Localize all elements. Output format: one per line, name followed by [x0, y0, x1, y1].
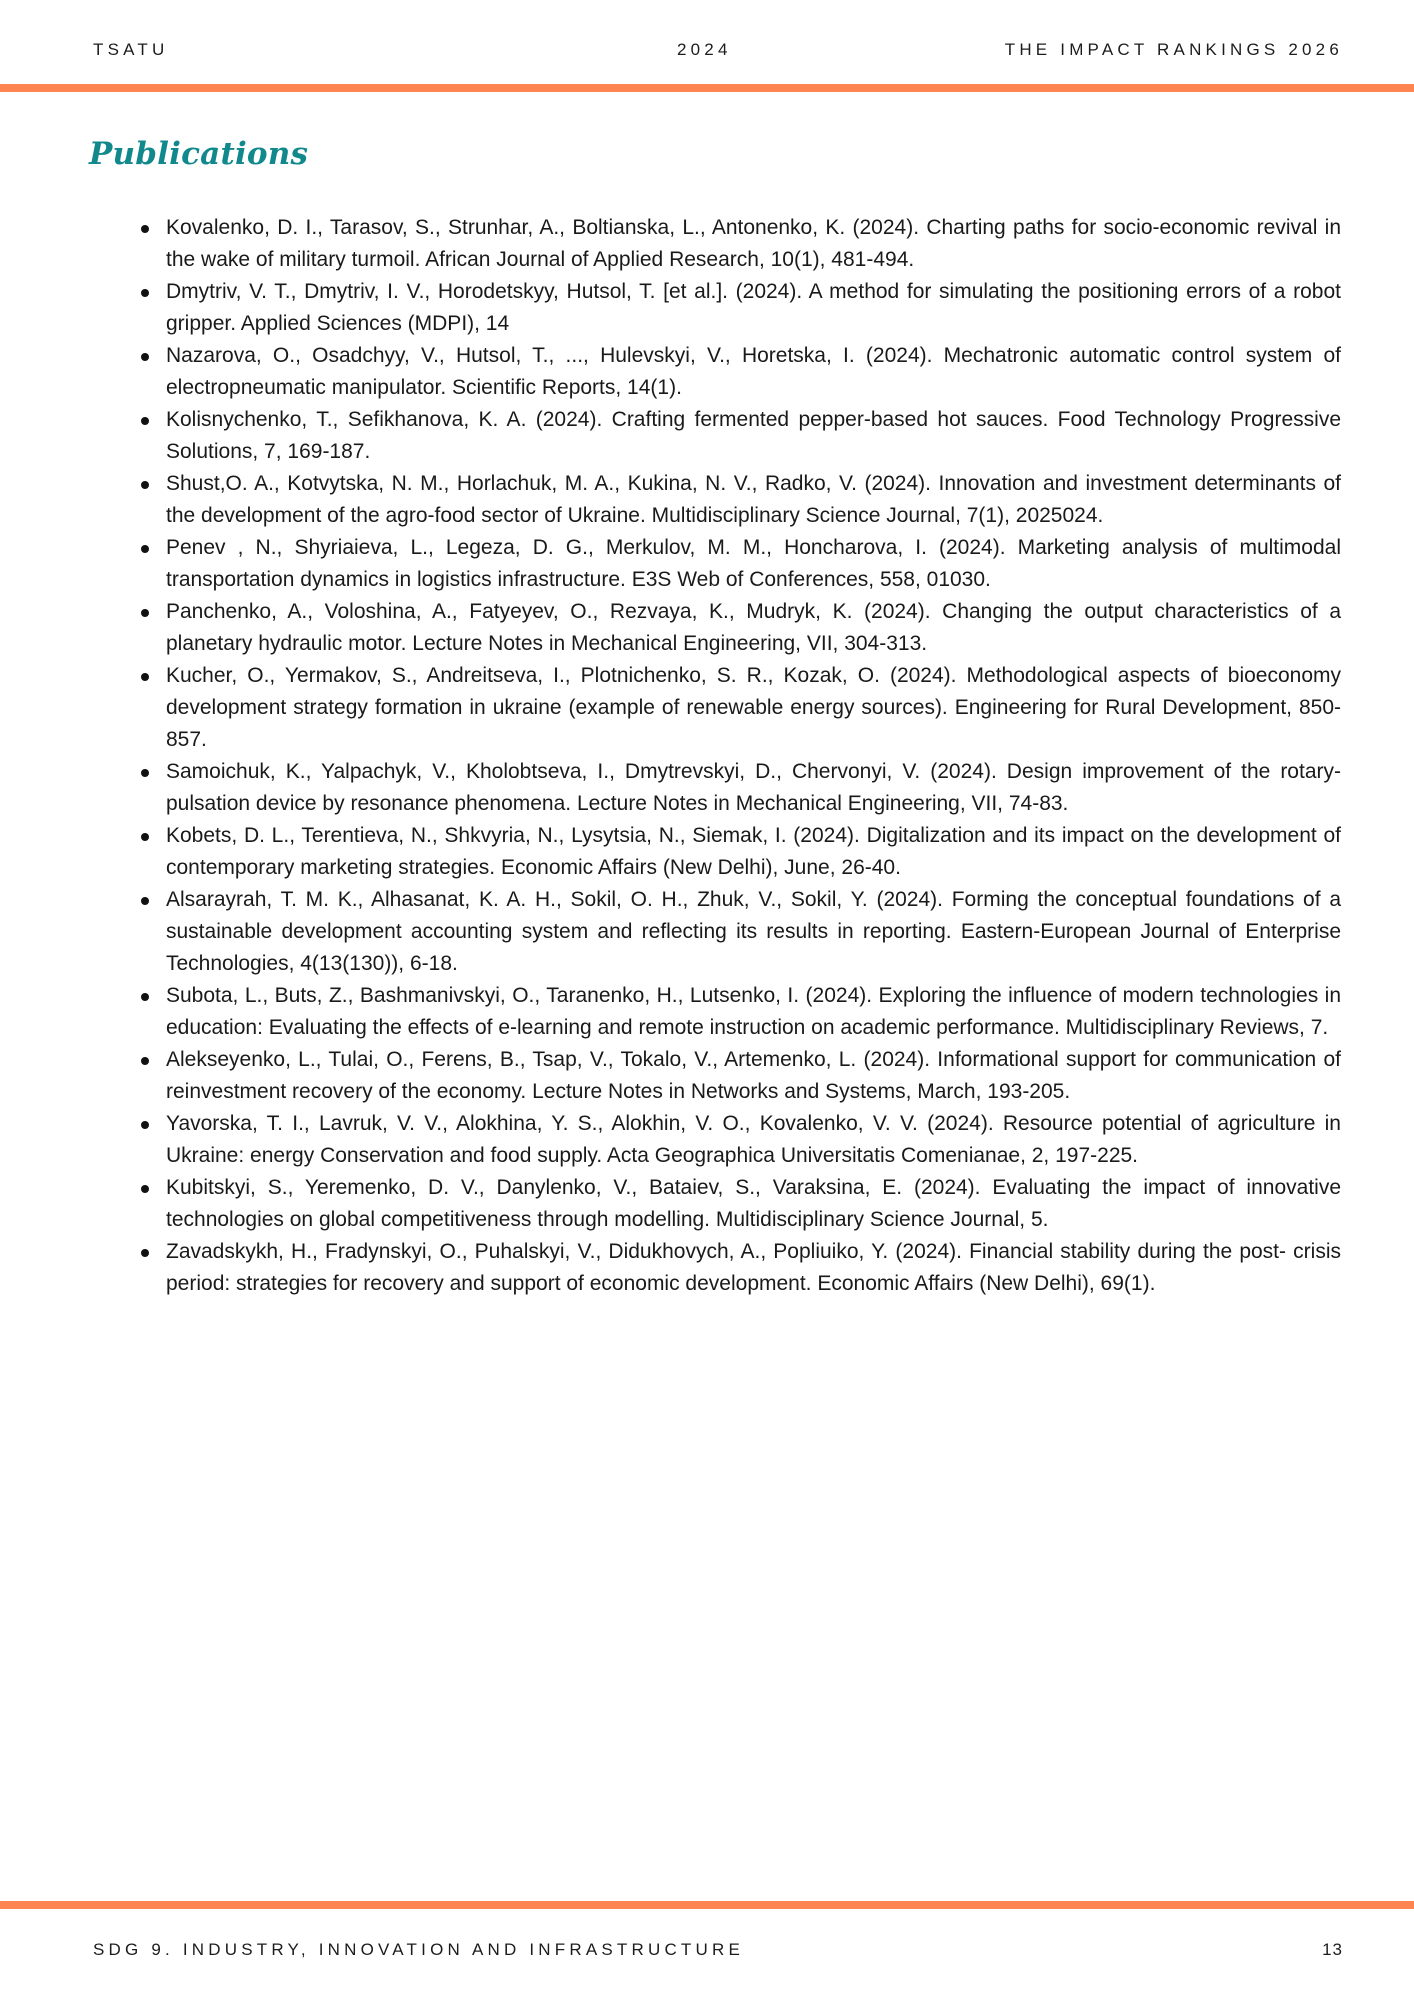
bullet-icon — [141, 1057, 149, 1065]
bullet-icon — [141, 833, 149, 841]
publication-item — [166, 1044, 1341, 1108]
footer-sdg-label: SDG 9. INDUSTRY, INNOVATION AND INFRASTRUCTURE — [93, 1940, 744, 1959]
bullet-icon — [141, 1249, 149, 1257]
bullet-icon — [141, 1121, 149, 1129]
publication-text: Zavadskykh, H., Fradynskyi, O., Puhalskyi, V., Didukhovych, A., Popliuiko, Y. (2024). Financial stability during the post- crisis period: strategies for recovery and support of economic development. Economic Affairs (New Delhi), 69(1). — [166, 1240, 1341, 1295]
bullet-icon — [141, 417, 149, 425]
publication-item — [166, 660, 1341, 756]
publication-item — [166, 276, 1341, 340]
bullet-icon — [141, 609, 149, 617]
header-institution: TSATU — [93, 40, 169, 59]
publication-text: Nazarova, O., Osadchyy, V., Hutsol, T., ..., Hulevskyi, V., Horetska, I. (2024). Mechatronic automatic control system of electropneumatic manipulator. Scientific Reports, 14(1). — [166, 344, 1341, 399]
publication-list — [166, 212, 1341, 1300]
publication-text: Kobets, D. L., Terentieva, N., Shkvyria, N., Lysytsia, N., Siemak, I. (2024). Digitalization and its impact on the development of contemporary marketing strategies. Economic Affairs (New Delhi), June, 26-40. — [166, 824, 1341, 879]
bullet-icon — [141, 545, 149, 553]
publication-item — [166, 820, 1341, 884]
publication-text: Shust,O. A., Kotvytska, N. M., Horlachuk, M. A., Kukina, N. V., Radko, V. (2024). Innovation and investment determinants of the development of the agro-food sector of Ukraine. Multidisciplinary Science Journal, 7(1), 2025024. — [166, 472, 1341, 527]
publication-item — [166, 532, 1341, 596]
bullet-icon — [141, 769, 149, 777]
publication-item — [166, 212, 1341, 276]
header-divider — [0, 84, 1414, 92]
page-number: 13 — [1322, 1940, 1343, 1959]
publication-text: Alsarayrah, T. M. K., Alhasanat, K. A. H., Sokil, O. H., Zhuk, V., Sokil, Y. (2024). Forming the conceptual foundations of a sustainable development accounting system and reflecting its results in reporting. Eastern-European Journal of Enterprise Technologies, 4(13(130)), 6-18. — [166, 888, 1341, 975]
bullet-icon — [141, 993, 149, 1001]
header-report-title: THE IMPACT RANKINGS 2026 — [1004, 40, 1343, 59]
publication-item — [166, 1108, 1341, 1172]
publication-text: Kubitskyi, S., Yeremenko, D. V., Danylenko, V., Bataiev, S., Varaksina, E. (2024). Evaluating the impact of innovative technologies on global competitiveness through modelling. Multidisciplinary Science Journal, 5. — [166, 1176, 1341, 1231]
publication-item — [166, 980, 1341, 1044]
publication-item — [166, 1172, 1341, 1236]
publication-text: Kolisnychenko, T., Sefikhanova, K. A. (2024). Crafting fermented pepper-based hot sauces. Food Technology Progressive Solutions, 7, 169-187. — [166, 408, 1341, 463]
bullet-icon — [141, 289, 149, 297]
publication-text: Penev , N., Shyriaieva, L., Legeza, D. G., Merkulov, M. M., Honcharova, I. (2024). Marketing analysis of multimodal transportation dynamics in logistics infrastructure. E3S Web of Conferences, 558, 01030. — [166, 536, 1341, 591]
bullet-icon — [141, 353, 149, 361]
bullet-icon — [141, 481, 149, 489]
bullet-icon — [141, 673, 149, 681]
publication-text: Subota, L., Buts, Z., Bashmanivskyi, O., Taranenko, H., Lutsenko, I. (2024). Exploring the influence of modern technologies in education: Evaluating the effects of e-learning and remote instruction on academic performance. Multidisciplinary Reviews, 7. — [166, 984, 1341, 1039]
publication-item — [166, 884, 1341, 980]
header-year: 2024 — [677, 40, 732, 59]
bullet-icon — [141, 897, 149, 905]
publication-text: Dmytriv, V. T., Dmytriv, I. V., Horodetskyy, Hutsol, T. [et al.]. (2024). A method for simulating the positioning errors of a robot gripper. Applied Sciences (MDPI), 14 — [166, 280, 1341, 335]
publication-item — [166, 468, 1341, 532]
publication-item — [166, 404, 1341, 468]
publication-item — [166, 756, 1341, 820]
running-footer — [93, 1937, 1343, 1965]
publication-text: Alekseyenko, L., Tulai, O., Ferens, B., Tsap, V., Tokalo, V., Artemenko, L. (2024). Informational support for communication of reinvestment recovery of the economy. Lecture Notes in Networks and Systems, March, 193-205. — [166, 1048, 1341, 1103]
running-header — [93, 36, 1343, 64]
publication-item — [166, 340, 1341, 404]
bullet-icon — [141, 225, 149, 233]
publication-item — [166, 596, 1341, 660]
publication-text: Samoichuk, K., Yalpachyk, V., Kholobtseva, I., Dmytrevskyi, D., Chervonyi, V. (2024). Design improvement of the rotary- pulsation device by resonance phenomena. Lecture Notes in Mechanical Engineering, VII, 74-83. — [166, 760, 1341, 815]
publication-text: Panchenko, A., Voloshina, A., Fatyeyev, O., Rezvaya, K., Mudryk, K. (2024). Changing the output characteristics of a planetary hydraulic motor. Lecture Notes in Mechanical Engineering, VII, 304-313. — [166, 600, 1341, 655]
publication-text: Kucher, O., Yermakov, S., Andreitseva, I., Plotnichenko, S. R., Kozak, O. (2024). Methodological aspects of bioeconomy development strategy formation in ukraine (example of renewable energy sources). Engineering for Rural Development, 850-857. — [166, 664, 1341, 751]
publication-text: Kovalenko, D. I., Tarasov, S., Strunhar, A., Boltianska, L., Antonenko, K. (2024). Charting paths for socio-economic revival in the wake of military turmoil. African Journal of Applied Research, 10(1), 481-494. — [166, 216, 1341, 271]
section-title: Publications — [89, 136, 309, 172]
publication-text: Yavorska, T. I., Lavruk, V. V., Alokhina, Y. S., Alokhin, V. O., Kovalenko, V. V. (2024). Resource potential of agriculture in Ukraine: energy Conservation and food supply. Acta Geographica Universitatis Comenianae, 2, 197-225. — [166, 1112, 1341, 1167]
bullet-icon — [141, 1185, 149, 1193]
footer-divider — [0, 1901, 1414, 1909]
publication-item — [166, 1236, 1341, 1300]
